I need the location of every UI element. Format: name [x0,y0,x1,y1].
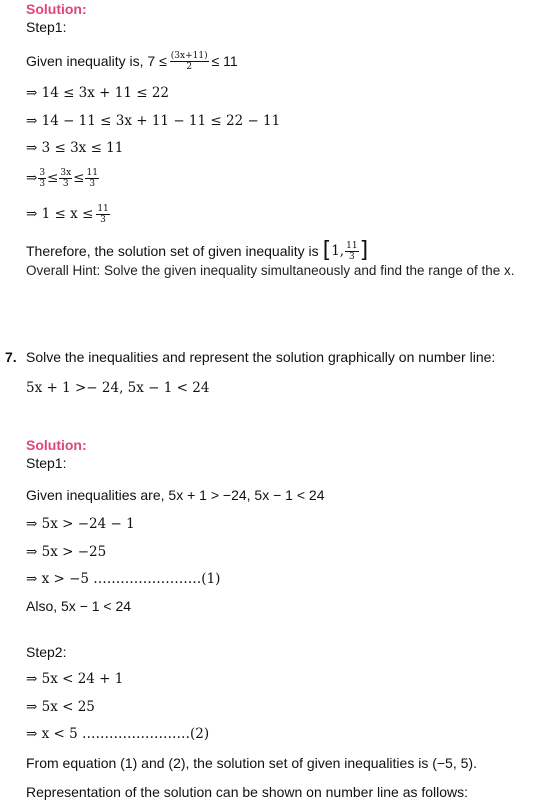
fraction-numerator: 11 [97,203,109,214]
interval-end-fraction [345,241,358,262]
step-line-p2-2: ⇒ 5x > −25 [26,544,107,560]
therefore-text: Therefore, the solution set of given inequality is [26,243,319,259]
step-line-4: ⇒ 3 ≤ 3x ≤ 11 [26,140,124,156]
fraction-denominator: 3 [62,178,69,189]
step1-label-2: Step1: [26,455,67,471]
interval-start: 1, [331,243,345,259]
representation-line: Representation of the solution can be shown on number line as follows: [26,784,469,800]
left-square-bracket: [ [322,238,332,263]
implies-arrow: ⇒ [26,170,38,186]
le-symbol: ≤ [73,170,85,186]
step-line-3: ⇒ 14 − 11 ≤ 3x + 11 − 11 ≤ 22 − 11 [26,113,281,129]
step1-label: Step1: [26,19,67,35]
fraction-denominator: 3 [100,214,106,225]
step-line-p2-5: ⇒ 5x < 25 [26,699,95,715]
fraction-numerator: 3 [39,167,46,178]
solution-heading-2: Solution: [26,437,87,453]
step-line-5 [26,164,100,192]
fraction-4 [96,204,109,225]
fraction-numerator: (3x+11) [170,50,208,61]
fraction-numerator: 11 [86,167,98,178]
given-inequality-line [26,46,238,76]
fraction-2 [59,168,72,189]
given-inequalities: Given inequalities are, 5x + 1 > −24, 5x − 1 < 24 [26,487,325,503]
question-number: 7. [5,349,17,365]
solution-heading: Solution: [26,1,87,17]
fraction-3 [85,168,98,189]
fraction-numerator: 11 [346,240,358,251]
le-symbol: ≤ [47,170,59,186]
overall-hint: Overall Hint: Solve the given inequality simultaneously and find the range of the x. [26,263,515,278]
question-text: Solve the inequalities and represent the solution graphically on number line: [26,349,496,365]
fraction-denominator: 3 [348,251,355,262]
step-line-p2-1: ⇒ 5x > −24 − 1 [26,516,135,532]
line6-prefix: ⇒ 1 ≤ x ≤ [26,206,94,222]
question-expression: 5x + 1 >− 24, 5x − 1 < 24 [26,380,210,396]
right-square-bracket: ] [359,238,369,263]
also-line: Also, 5x − 1 < 24 [26,598,132,614]
step-line-p2-4: ⇒ 5x < 24 + 1 [26,671,124,687]
given-suffix: ≤ 11 [211,53,238,69]
step2-label: Step2: [26,644,67,660]
therefore-line [26,238,368,264]
fraction-denominator: 3 [89,178,96,189]
step-line-p2-3: ⇒ x > −5 ……………………(1) [26,571,221,587]
given-fraction [170,51,209,72]
fraction-numerator: 3x [60,167,72,178]
solution-interval [323,240,369,262]
fraction-denominator: 3 [39,178,46,189]
given-prefix: Given inequality is, 7 ≤ [26,53,167,69]
step-line-6 [26,200,111,228]
fraction-denominator: 2 [186,61,193,72]
step-line-2: ⇒ 14 ≤ 3x + 11 ≤ 22 [26,85,170,101]
step-line-p2-6: ⇒ x < 5 ……………………(2) [26,726,210,742]
solution-set-line: From equation (1) and (2), the solution set of given inequalities is (−5, 5). [26,755,477,771]
fraction-1 [38,168,46,189]
